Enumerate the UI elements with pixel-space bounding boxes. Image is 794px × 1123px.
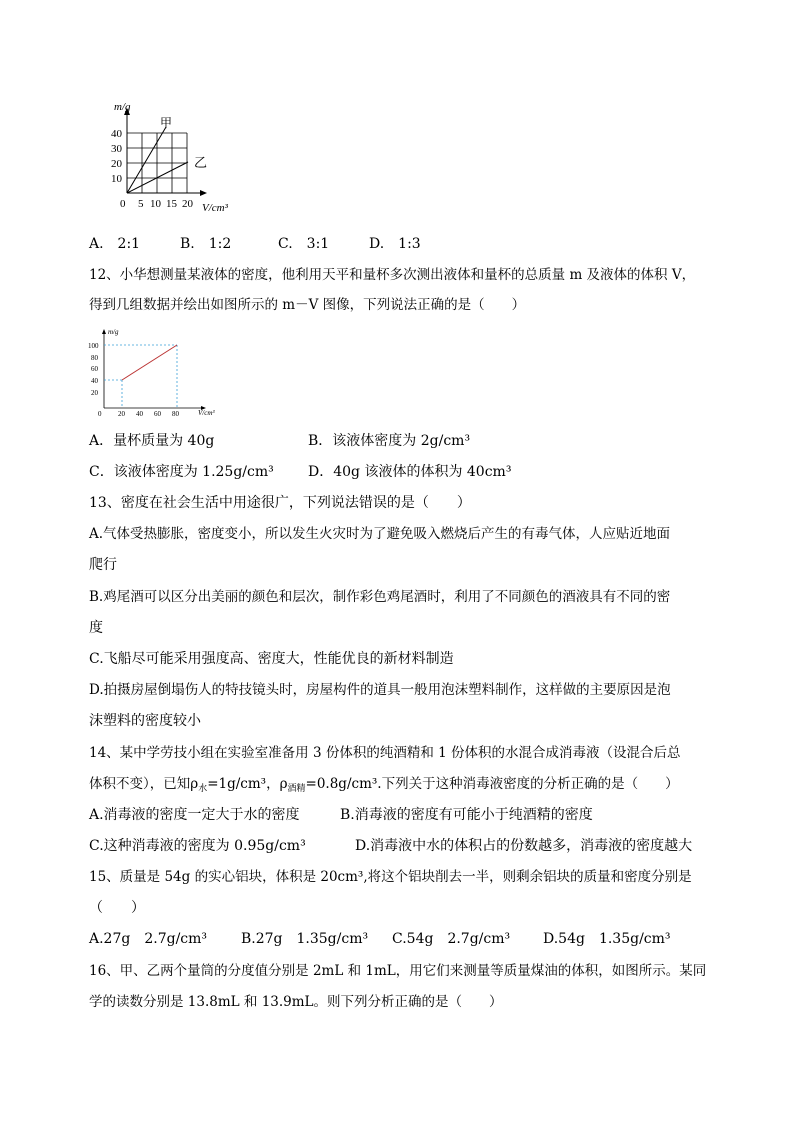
q11-option-d: D. 1:3 (369, 236, 421, 252)
q12-option-b: B．该液体密度为 2g/cm³ (308, 433, 471, 449)
fig1-x-tick: 15 (166, 198, 177, 210)
fig1-y-tick: 30 (111, 143, 122, 155)
q12-option-d: D．40g 该液体的体积为 40cm³ (308, 464, 512, 480)
fig-m-v-jia-yi (100, 100, 260, 220)
q14-option-a: A.消毒液的密度一定大于水的密度 (89, 807, 300, 823)
fig1-x-arrow (200, 190, 207, 196)
q15-stem-line1: 15、质量是 54g 的实心铝块，体积是 20cm³,将这个铝块削去一半，则剩余铝块的质量和密度分别是 (89, 869, 692, 885)
fig2-x-tick: 20 (118, 410, 125, 417)
q13-option-d-line2: 沫塑料的密度较小 (89, 713, 201, 729)
fig1-y-tick: 20 (111, 158, 122, 170)
fig1-series-label-yi: 乙 (194, 155, 208, 170)
fig2-y-arrow (102, 329, 106, 334)
fig2-y-tick: 40 (91, 377, 98, 385)
q11-option-b: B. 1:2 (180, 236, 232, 252)
fig1-x-tick: 0 (120, 198, 126, 210)
q15-option-a: A.27g 2.7g/cm³ (89, 931, 208, 947)
q13-option-c: C.飞船尽可能采用强度高、密度大，性能优良的新材料制造 (89, 651, 454, 667)
q14-text-b: =1g/cm³，ρ (207, 776, 288, 792)
q13-stem: 13、密度在社会生活中用途很广，下列说法错误的是（ ） (89, 495, 471, 511)
q13-option-b-line1: B.鸡尾酒可以区分出美丽的颜色和层次，制作彩色鸡尾酒时，利用了不同颜色的酒液具有不同的密 (89, 589, 671, 605)
fig1-y-label: m/g (114, 101, 131, 113)
fig2-y-label: m/g (108, 328, 119, 336)
q15-option-d: D.54g 1.35g/cm³ (543, 931, 671, 947)
fig2-data-line (122, 345, 177, 380)
q13-option-d-line1: D.拍摄房屋倒塌伤人的特技镜头时，房屋构件的道具一般用泡沫塑料制作，这样做的主要原因是泡 (89, 682, 671, 698)
fig2-y-tick: 20 (91, 389, 98, 397)
fig2-x-tick: 0 (98, 410, 102, 417)
q14-option-d: D.消毒液中水的体积占的份数越多，消毒液的密度越大 (355, 838, 693, 854)
q12-option-c: C．该液体密度为 1.25g/cm³ (89, 464, 274, 480)
q14-sub-alcohol: 酒精 (287, 784, 306, 794)
q14-stem-line1: 14、某中学劳技小组在实验室准备用 3 份体积的纯酒精和 1 份体积的水混合成消毒液（设混合后总 (89, 745, 681, 761)
fig2-y-tick: 100 (88, 342, 99, 350)
q14-stem-line2 (89, 775, 679, 798)
q15-option-c: C.54g 2.7g/cm³ (392, 931, 511, 947)
fig2-x-tick: 40 (136, 410, 143, 417)
q14-sub-water: 水 (198, 784, 208, 794)
fig1-y-tick: 40 (111, 128, 122, 140)
fig1-x-tick: 10 (150, 198, 161, 210)
fig1-x-label: V/cm³ (202, 202, 228, 214)
q14-text-c: =0.8g/cm³.下列关于这种消毒液密度的分析正确的是（ ） (305, 776, 679, 792)
q12-stem-line2: 得到几组数据并绘出如图所示的 m－V 图像，下列说法正确的是（ ） (89, 297, 526, 313)
q14-option-b: B.消毒液的密度有可能小于纯酒精的密度 (340, 807, 593, 823)
q13-option-b-line2: 度 (89, 620, 103, 636)
fig-q12-m-v-graph (86, 325, 226, 417)
q16-stem-line2: 学的读数分别是 13.8mL 和 13.9mL。则下列分析正确的是（ ） (89, 994, 503, 1010)
fig2-y-tick: 80 (91, 354, 98, 362)
fig1-x-tick: 20 (182, 198, 193, 210)
fig1-y-tick: 10 (111, 173, 122, 185)
q11-option-a: A. 2:1 (89, 236, 141, 252)
q14-text-a: 体积不变），已知ρ (89, 776, 199, 792)
fig2-y-tick: 60 (91, 365, 98, 373)
q15-stem-line2: （ ） (89, 900, 145, 916)
q15-option-b: B.27g 1.35g/cm³ (241, 931, 369, 947)
q12-option-a: A．量杯质量为 40g (89, 433, 215, 449)
q11-option-c: C. 3:1 (278, 236, 330, 252)
fig1-series-label-jia: 甲 (160, 116, 173, 130)
fig2-x-tick: 80 (172, 410, 179, 417)
fig1-x-tick: 5 (138, 198, 144, 210)
fig2-x-tick: 60 (154, 410, 161, 417)
q14-option-c: C.这种消毒液的密度为 0.95g/cm³ (89, 838, 306, 854)
fig2-x-label: V/cm³ (198, 409, 215, 417)
q13-option-a-line1: A.气体受热膨胀，密度变小，所以发生火灾时为了避免吸入燃烧后产生的有毒气体，人应贴近地面 (89, 526, 671, 542)
fig2-guides (104, 345, 177, 408)
q16-stem-line1: 16、甲、乙两个量筒的分度值分别是 2mL 和 1mL，用它们来测量等质量煤油的体积，如图所示。某同 (89, 963, 707, 979)
q13-option-a-line2: 爬行 (89, 557, 117, 573)
q12-stem-line1: 12、小华想测量某液体的密度，他利用天平和量杯多次测出液体和量杯的总质量 m 及液体的体积 V， (89, 267, 696, 283)
